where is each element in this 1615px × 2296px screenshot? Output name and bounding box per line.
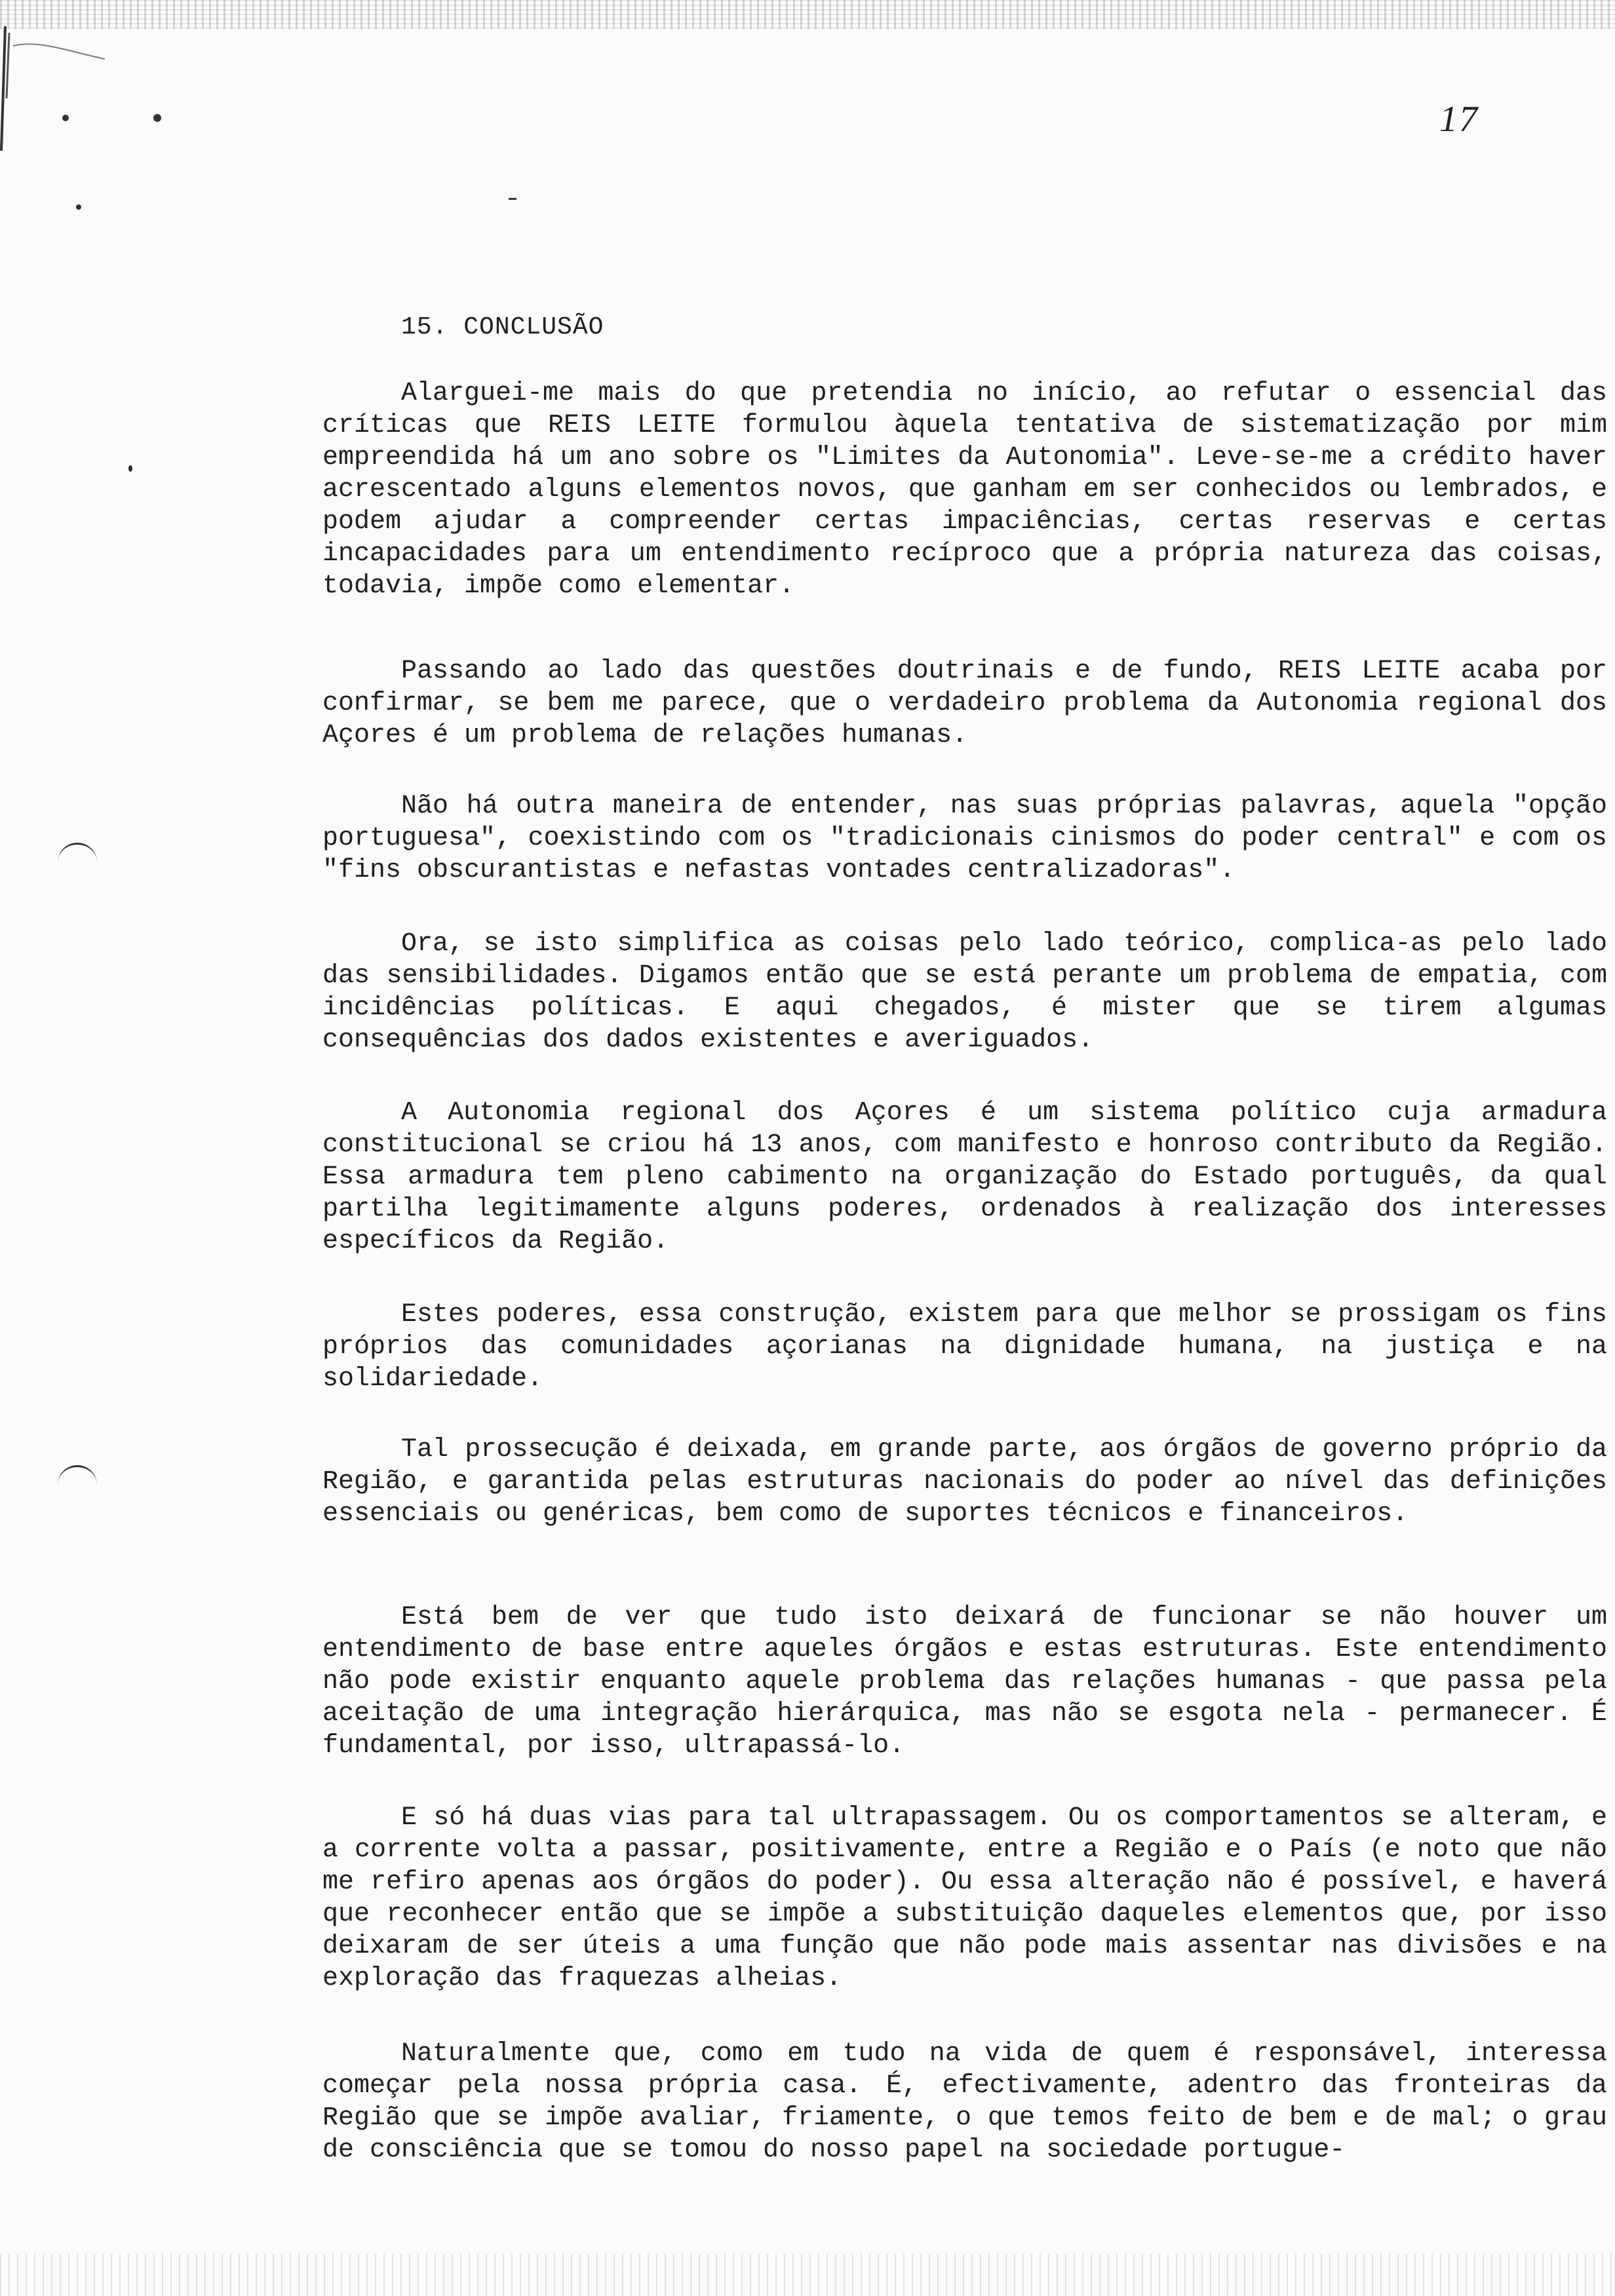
scan-speck — [128, 465, 132, 472]
paragraph: E só há duas vias para tal ultrapassagem. Ou os comportamentos se alteram, e a corrente volta a passar, positivamente, entre a Região e o País (e noto que não me refiro apenas aos órgãos do poder). Ou essa alteração não é possível, e haverá que reconhecer então que se impõe a substituição daqueles elementos que, por isso deixaram de ser úteis a uma função que não pode mais assentar nas divisões e na exploração das fraquezas alheias. — [322, 1803, 1607, 1993]
paragraph: Estes poderes, essa construção, existem para que melhor se prossigam os fins próprios das comunidades açorianas na dignidade humana, na justiça e na solidariedade. — [322, 1300, 1607, 1394]
paragraph: Não há outra maneira de entender, nas suas próprias palavras, aquela "opção portuguesa", coexistindo com os "tradicionais cinismos do poder central" e com os "fins obscurantistas e nefastas vontades centralizadoras". — [322, 792, 1607, 885]
scan-dash — [509, 198, 516, 200]
scan-noise-top — [0, 0, 1615, 29]
paragraph: Passando ao lado das questões doutrinais e de fundo, REIS LEITE acaba por confirmar, se bem me parece, que o verdadeiro problema da Autonomia regional dos Açores é um problema de relações humanas. — [322, 657, 1607, 750]
corner-scratch-mark — [0, 20, 197, 164]
scan-noise-bottom — [0, 2254, 1615, 2296]
margin-bracket-mark — [58, 1465, 97, 1487]
page-number: 17 — [1439, 99, 1479, 140]
section-title: 15. CONCLUSÃO — [401, 313, 604, 341]
paragraph: Naturalmente que, como em tudo na vida de quem é responsável, interessa começar pela nossa própria casa. É, efectivamente, adentro das fronteiras da Região que se impõe avaliar, friamente, o que temos feito de bem e de mal; o grau de consciência que se tomou do nosso papel na sociedade portugue- — [322, 2039, 1607, 2165]
paragraph: Está bem de ver que tudo isto deixará de funcionar se não houver um entendimento de base entre aqueles órgãos e estas estruturas. Este entendimento não pode existir enquanto aquele problema das relações humanas - que passa pela aceitação de uma integração hierárquica, mas não se esgota nela - permanecer. É fundamental, por isso, ultrapassá-lo. — [322, 1603, 1607, 1761]
paragraph: A Autonomia regional dos Açores é um sistema político cuja armadura constitucional se criou há 13 anos, com manifesto e honroso contributo da Região. Essa armadura tem pleno cabimento na organização do Estado português, da qual partilha legitimamente alguns poderes, ordenados à realização dos interesses específicos da Região. — [322, 1098, 1607, 1256]
margin-bracket-mark — [58, 843, 97, 864]
paragraph: Alarguei-me mais do que pretendia no início, ao refutar o essencial das críticas que REIS LEITE formulou àquela tentativa de sistematização por mim empreendida há um ano sobre os "Limites da Autonomia". Leve-se-me a crédito haver acrescentado alguns elementos novos, que ganham em ser conhecidos ou lembrados, e podem ajudar a compreender certas impaciências, certas reservas e certas incapacidades para um entendimento recíproco que a própria natureza das coisas, todavia, impõe como elementar. — [322, 379, 1607, 601]
scan-speck — [76, 204, 81, 210]
paragraph: Tal prossecução é deixada, em grande parte, aos órgãos de governo próprio da Região, e garantida pelas estruturas nacionais do poder ao nível das definições essenciais ou genéricas, bem como de suportes técnicos e financeiros. — [322, 1435, 1607, 1529]
paragraph: Ora, se isto simplifica as coisas pelo lado teórico, complica-as pelo lado das sensibilidades. Digamos então que se está perante um problema de empatia, com incidências políticas. E aqui chegados, é mister que se tirem algumas consequências dos dados existentes e averiguados. — [322, 929, 1607, 1055]
